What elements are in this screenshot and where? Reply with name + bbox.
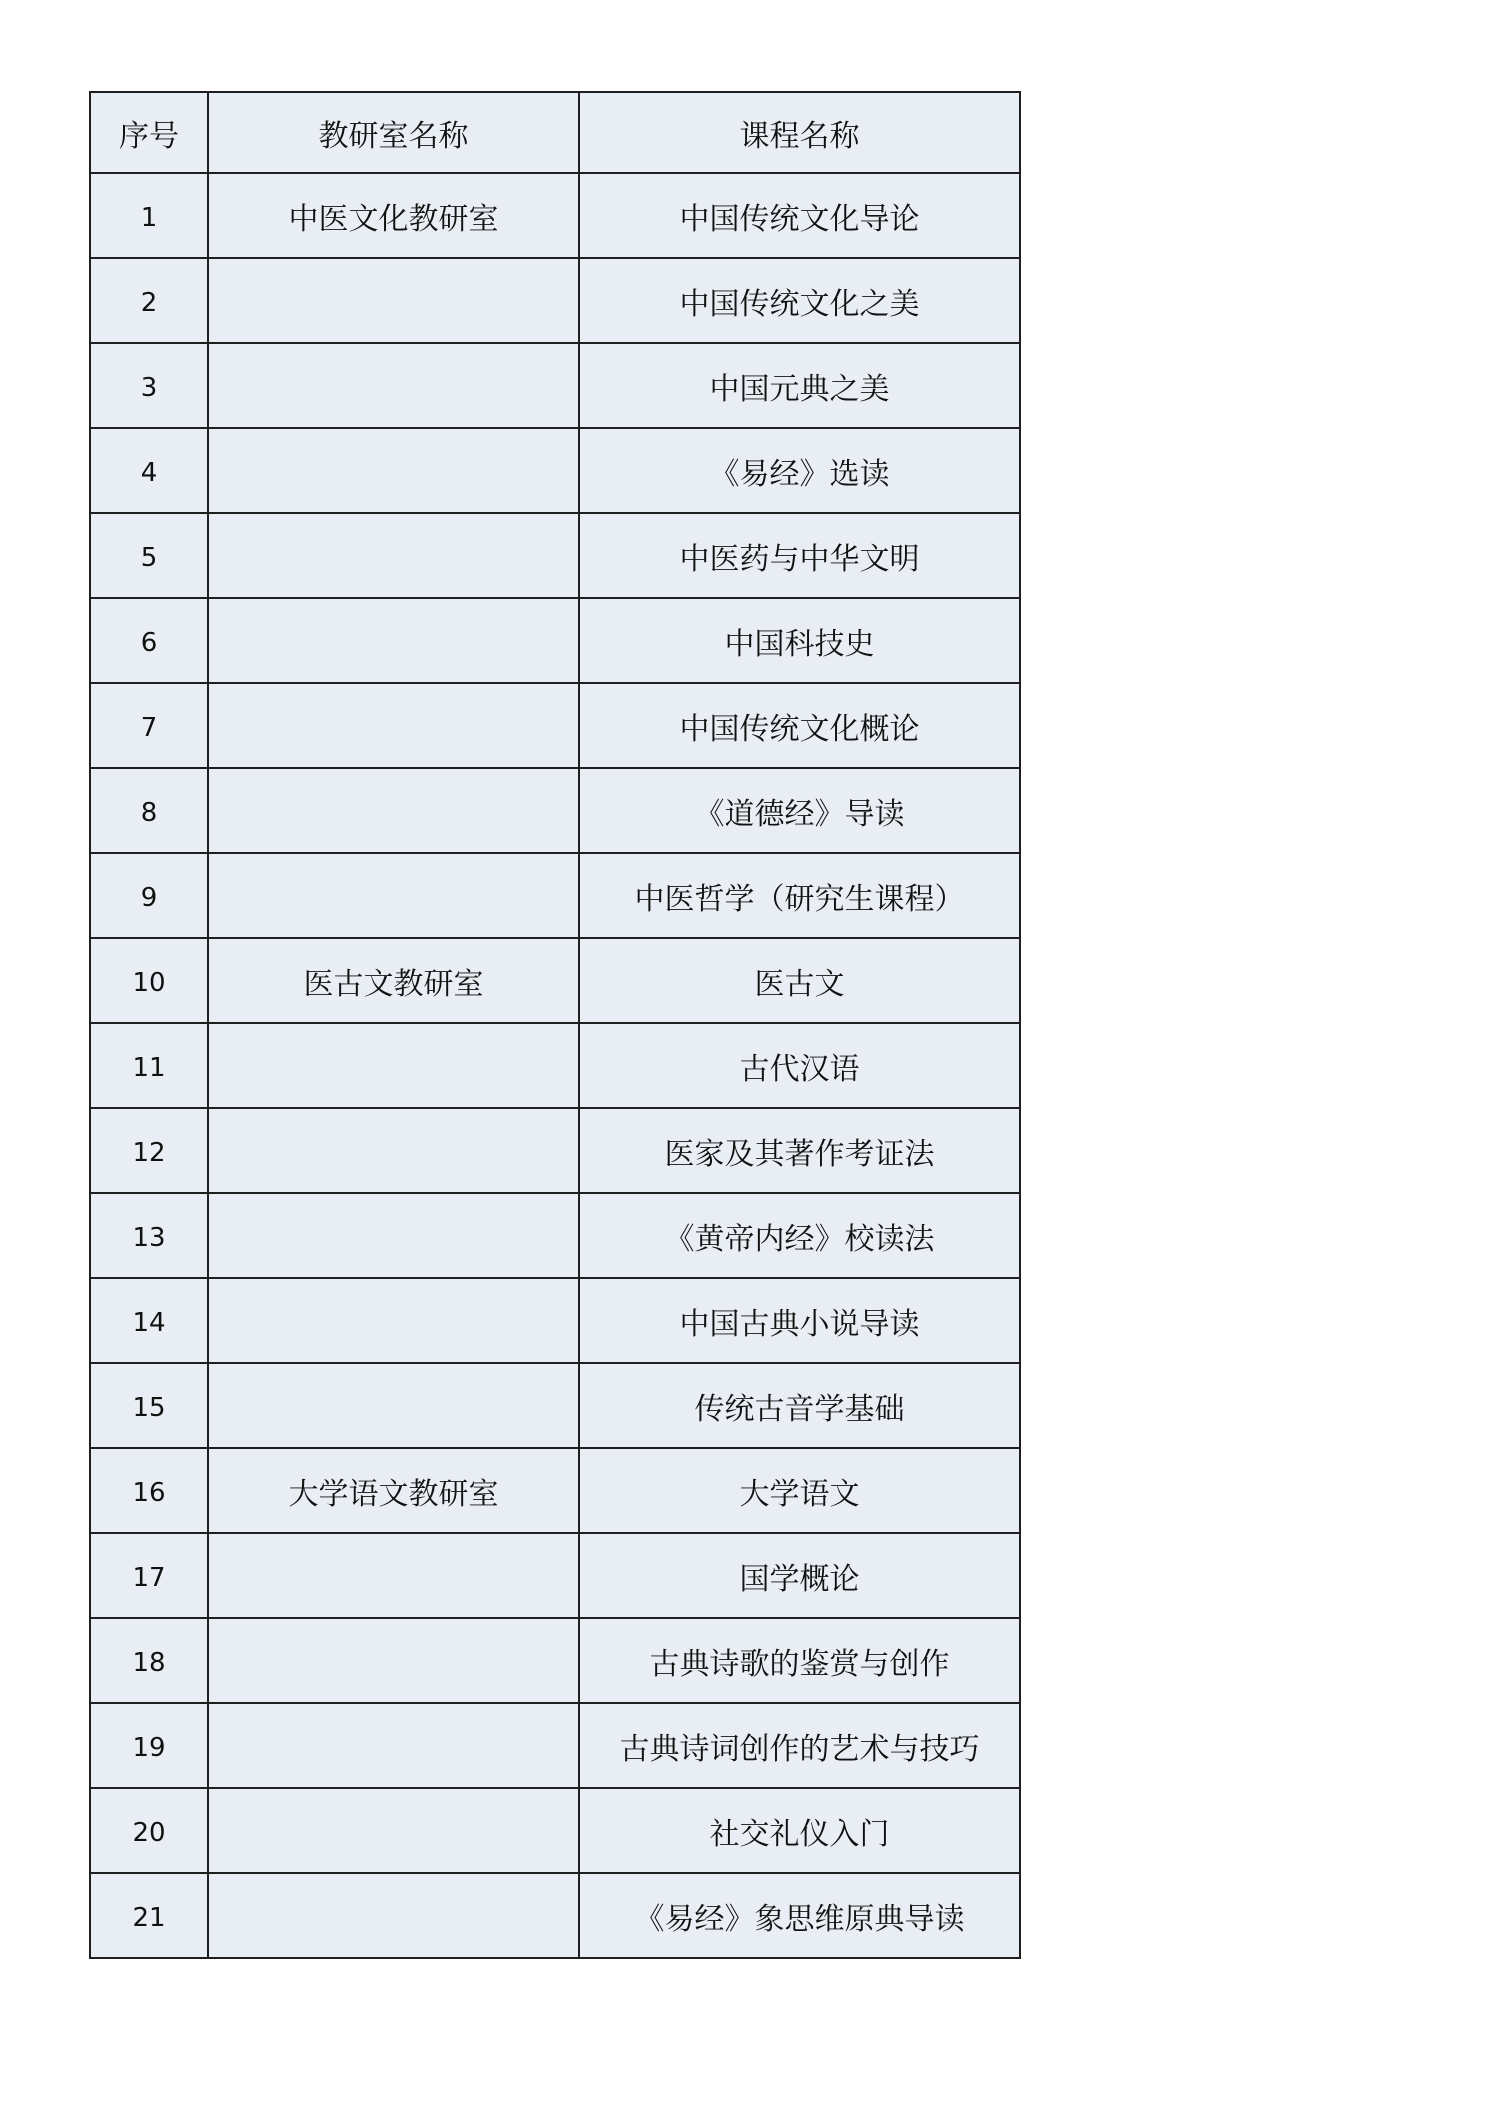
- row-num-cell: 10: [90, 938, 208, 1023]
- row-course-cell: 中国传统文化导论: [579, 173, 1020, 258]
- row-dept-cell: [208, 1873, 579, 1958]
- row-course-cell: 医家及其著作考证法: [579, 1108, 1020, 1193]
- row-num-cell: 8: [90, 768, 208, 853]
- row-num-cell: 7: [90, 683, 208, 768]
- row-course-cell: 中国传统文化之美: [579, 258, 1020, 343]
- row-course-cell: 古典诗歌的鉴赏与创作: [579, 1618, 1020, 1703]
- row-dept-cell: [208, 853, 579, 938]
- row-dept-cell: [208, 513, 579, 598]
- row-dept-cell: [208, 1788, 579, 1873]
- row-num-cell: 1: [90, 173, 208, 258]
- row-course-cell: 《黄帝内经》校读法: [579, 1193, 1020, 1278]
- row-dept-cell: [208, 428, 579, 513]
- row-num-cell: 16: [90, 1448, 208, 1533]
- row-dept-cell: [208, 1618, 579, 1703]
- row-num-cell: 12: [90, 1108, 208, 1193]
- table-row: [90, 1703, 1020, 1788]
- row-course-cell: 传统古音学基础: [579, 1363, 1020, 1448]
- table-row: [90, 1788, 1020, 1873]
- row-course-cell: 社交礼仪入门: [579, 1788, 1020, 1873]
- row-course-cell: 中国科技史: [579, 598, 1020, 683]
- table-row: [90, 1278, 1020, 1363]
- table-row: [90, 1108, 1020, 1193]
- row-dept-cell: [208, 1193, 579, 1278]
- row-course-cell: 古代汉语: [579, 1023, 1020, 1108]
- table-row: [90, 343, 1020, 428]
- table-row: [90, 598, 1020, 683]
- row-num-cell: 18: [90, 1618, 208, 1703]
- row-dept-cell: [208, 1023, 579, 1108]
- table-row: [90, 938, 1020, 1023]
- row-num-cell: 21: [90, 1873, 208, 1958]
- row-num-cell: 19: [90, 1703, 208, 1788]
- table-row: [90, 1023, 1020, 1108]
- header-num: 序号: [90, 92, 208, 173]
- row-dept-cell: [208, 1363, 579, 1448]
- row-num-cell: 13: [90, 1193, 208, 1278]
- row-dept-cell: [208, 1533, 579, 1618]
- row-dept-cell: [208, 1278, 579, 1363]
- table-row: [90, 853, 1020, 938]
- table-row: [90, 173, 1020, 258]
- table-row: [90, 1363, 1020, 1448]
- row-course-cell: 大学语文: [579, 1448, 1020, 1533]
- row-num-cell: 6: [90, 598, 208, 683]
- row-num-cell: 4: [90, 428, 208, 513]
- table-row: [90, 513, 1020, 598]
- row-course-cell: 中国古典小说导读: [579, 1278, 1020, 1363]
- header-dept: 教研室名称: [208, 92, 579, 173]
- row-course-cell: 医古文: [579, 938, 1020, 1023]
- row-dept-cell: [208, 683, 579, 768]
- header-course: 课程名称: [579, 92, 1020, 173]
- row-num-cell: 20: [90, 1788, 208, 1873]
- row-dept-cell: [208, 768, 579, 853]
- row-num-cell: 11: [90, 1023, 208, 1108]
- row-dept-cell: [208, 343, 579, 428]
- table-row: [90, 1193, 1020, 1278]
- row-course-cell: 《易经》象思维原典导读: [579, 1873, 1020, 1958]
- row-dept-cell: 医古文教研室: [208, 938, 579, 1023]
- table-row: [90, 258, 1020, 343]
- row-num-cell: 17: [90, 1533, 208, 1618]
- row-course-cell: 《道德经》导读: [579, 768, 1020, 853]
- row-dept-cell: [208, 1108, 579, 1193]
- table-header-row: [90, 92, 1020, 173]
- row-course-cell: 古典诗词创作的艺术与技巧: [579, 1703, 1020, 1788]
- row-num-cell: 3: [90, 343, 208, 428]
- row-num-cell: 5: [90, 513, 208, 598]
- table-body: [90, 173, 1020, 1958]
- row-course-cell: 中国传统文化概论: [579, 683, 1020, 768]
- course-table: [89, 91, 1021, 1959]
- table-row: [90, 1448, 1020, 1533]
- table-row: [90, 1533, 1020, 1618]
- row-num-cell: 9: [90, 853, 208, 938]
- table-row: [90, 428, 1020, 513]
- row-num-cell: 14: [90, 1278, 208, 1363]
- row-course-cell: 《易经》选读: [579, 428, 1020, 513]
- row-course-cell: 中医哲学（研究生课程）: [579, 853, 1020, 938]
- row-dept-cell: [208, 598, 579, 683]
- row-dept-cell: [208, 258, 579, 343]
- row-dept-cell: 中医文化教研室: [208, 173, 579, 258]
- row-dept-cell: [208, 1703, 579, 1788]
- row-num-cell: 2: [90, 258, 208, 343]
- row-course-cell: 中医药与中华文明: [579, 513, 1020, 598]
- table-row: [90, 1618, 1020, 1703]
- table-row: [90, 768, 1020, 853]
- row-course-cell: 国学概论: [579, 1533, 1020, 1618]
- row-num-cell: 15: [90, 1363, 208, 1448]
- row-course-cell: 中国元典之美: [579, 343, 1020, 428]
- table-row: [90, 1873, 1020, 1958]
- row-dept-cell: 大学语文教研室: [208, 1448, 579, 1533]
- table-row: [90, 683, 1020, 768]
